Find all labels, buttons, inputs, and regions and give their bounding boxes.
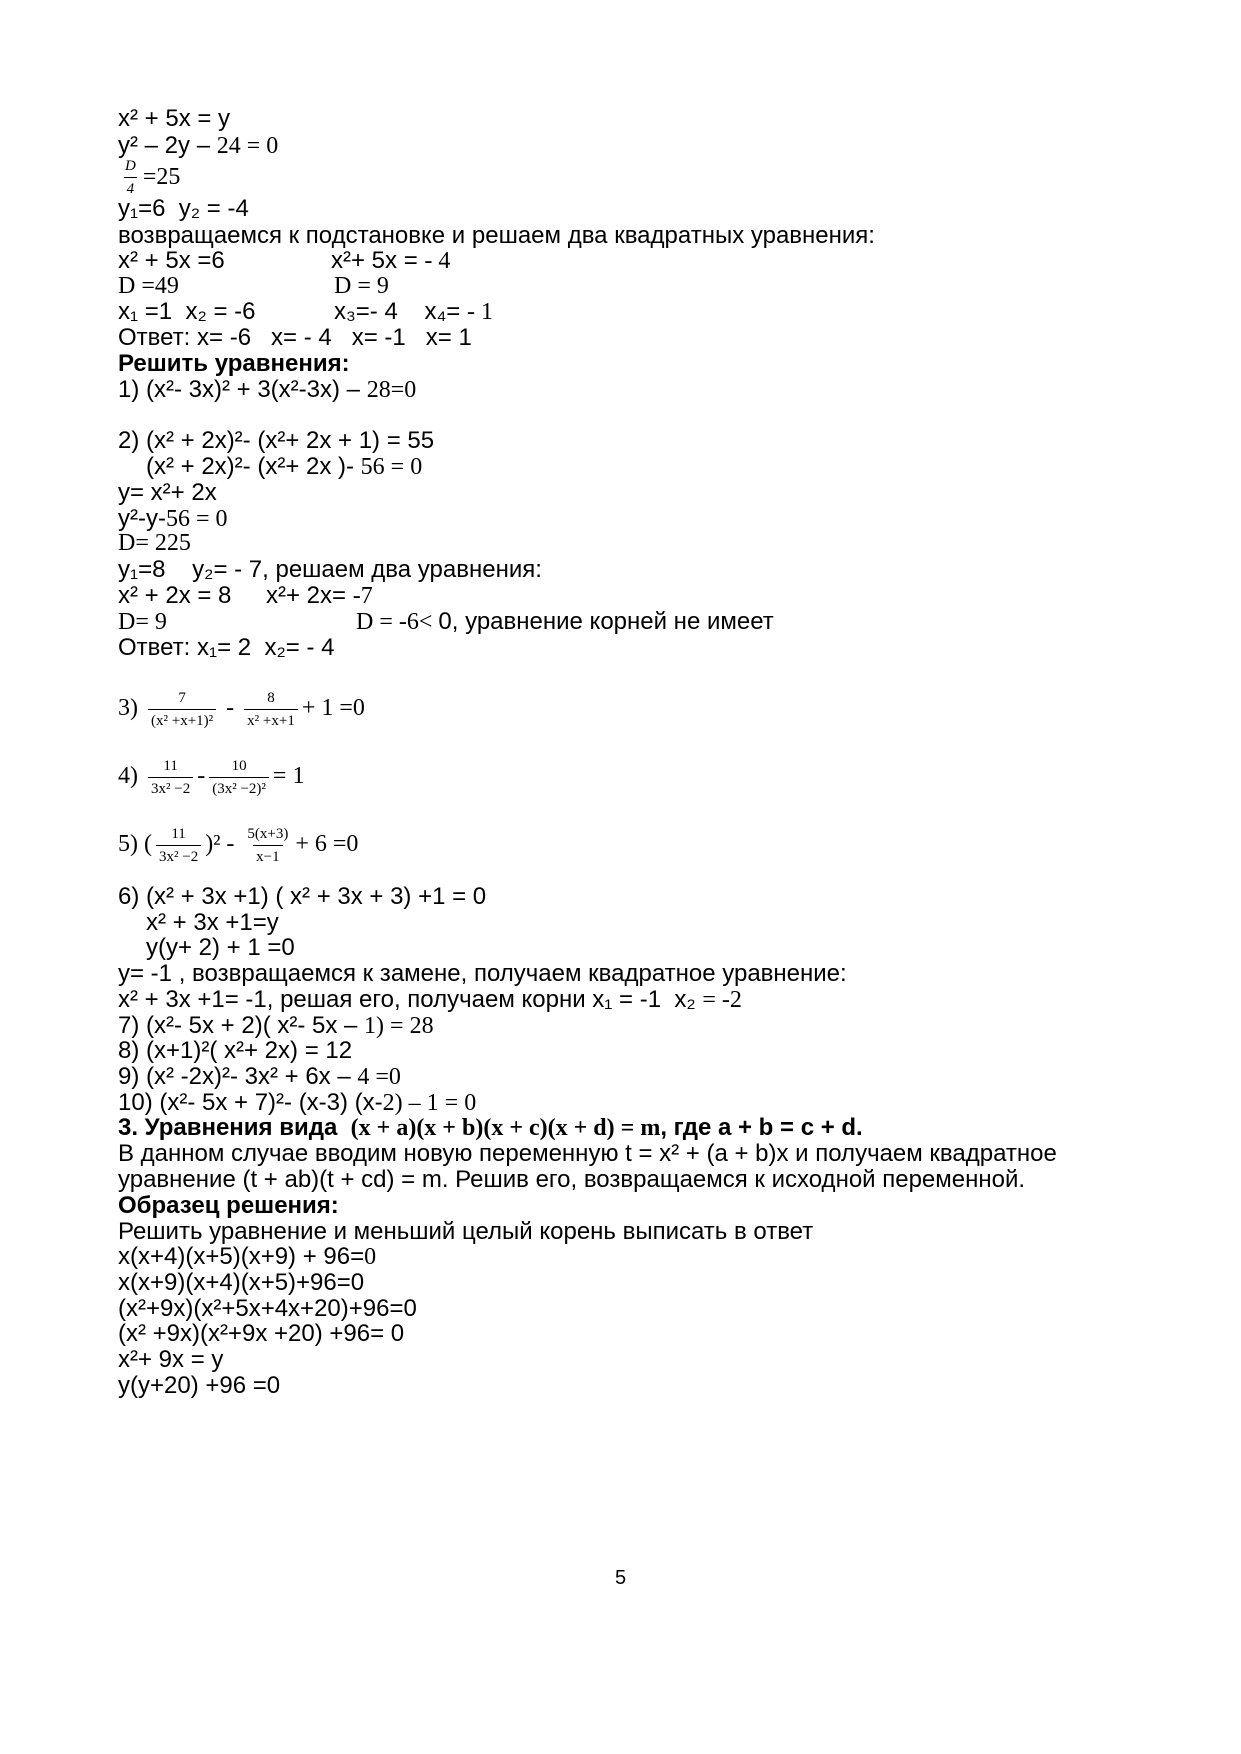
problem-2-step-6: x² + 2x = 8 x²+ 2x= -7 [118,582,373,609]
problem-6: 6) (x² + 3x +1) ( x² + 3x + 3) +1 = 0 [118,883,487,910]
problem-7: 7) (x²- 5x + 2)( x²- 5x – 1) = 28 [118,1012,434,1039]
answer-2: Ответ: x₁= 2 x₂= - 4 [118,634,335,661]
section-3-text-2: уравнение (t + ab)(t + cd) = m. Решив его, возвращаемся к исходной переменной. [118,1166,1026,1193]
text-return-substitution: возвращаемся к подстановке и решаем два квадратных уравнения: [118,222,875,249]
eq-two-discriminants: D =49 D = 9 [118,273,389,299]
problem-2-step-7: D= 9 D = -6< 0, уравнение корней не имеет [118,608,774,635]
heading-sample-solution: Образец решения: [118,1192,339,1219]
problem-2-step-1: (x² + 2x)²- (x²+ 2x )- 56 = 0 [146,453,423,480]
problem-1: 1) (x²- 3x)² + 3(x²-3x) – 28=0 [118,376,417,403]
sample-step-6: y(y+20) +96 =0 [118,1372,281,1399]
eq-quadratic-y: y² – 2y – 24 = 0 [118,132,279,159]
problem-2-step-4: D= 225 [118,530,191,556]
sample-step-1: x(x+4)(x+5)(x+9) + 96=0 [118,1243,377,1270]
problem-2-step-3: y²-y-56 = 0 [118,505,228,532]
problem-8: 8) (x+1)²( x²+ 2x) = 12 [118,1037,353,1064]
sample-step-4: (x² +9x)(x²+9x +20) +96= 0 [118,1320,405,1347]
problem-2: 2) (x² + 2x)²- (x²+ 2x + 1) = 55 [118,427,435,454]
eq-two-quadratics: x² + 5x =6 x²+ 5x = - 4 [118,247,451,274]
problem-2-step-5: y₁=8 y₂= - 7, решаем два уравнения: [118,556,542,583]
heading-section-3: 3. Уравнения вида (x + a)(x + b)(x + c)(x + d) = m, где a + b = c + d. [118,1114,863,1141]
heading-solve-equations: Решить уравнения: [118,350,350,377]
problem-6-step-3: y= -1 , возвращаемся к замене, получаем квадратное уравнение: [118,960,847,987]
problem-6-step-4: x² + 3x +1= -1, решая его, получаем корни x₁ = -1 x₂ = -2 [118,986,742,1013]
problem-6-step-2: y(y+ 2) + 1 =0 [146,934,295,961]
problem-10: 10) (x²- 5x + 7)²- (x-3) (x-2) – 1 = 0 [118,1089,477,1116]
problem-5: 5) ( $\frac{11}{\text{3x² −2}}$ )² - $\frac{5(x+3)}{x-1}$ + 6 =0 [118,825,359,865]
sample-task: Решить уравнение и меньший целый корень выписать в ответ [118,1218,814,1245]
problem-2-step-2: y= x²+ 2x [118,479,217,506]
problem-4: 4) $\frac{11}{\text{3x² −2}}$ - $\frac{10}{\text{(3x² −2)²}}$ = 1 [118,757,305,797]
sample-step-3: (x²+9x)(x²+5x+4x+20)+96=0 [118,1295,417,1322]
eq-substitution: x² + 5x = y [118,105,231,132]
eq-discriminant-quarter: $\frac{D}{4}$ =25 [125,158,181,197]
eq-roots-y: y₁=6 y₂ = -4 [118,195,249,222]
problem-6-step-1: x² + 3x +1=y [146,909,279,936]
problem-3: 3) $\frac{7}{\text{(x² +x+1)²}}$ - $\frac{8}{\text{x² +x+1}}$ + 1 =0 [118,689,365,729]
problem-9: 9) (x² -2x)²- 3x² + 6x – 4 =0 [118,1063,401,1090]
sample-step-5: x²+ 9x = y [118,1346,224,1373]
sample-step-2: x(x+9)(x+4)(x+5)+96=0 [118,1269,365,1296]
answer-1: Ответ: x= -6 x= - 4 x= -1 x= 1 [118,324,472,351]
page-number: 5 [614,1567,627,1589]
section-3-text-1: В данном случае вводим новую переменную t = x² + (a + b)x и получаем квадратное [118,1140,1057,1167]
eq-four-roots: x₁ =1 x₂ = -6 x₃=- 4 x₄= - 1 [118,298,493,325]
